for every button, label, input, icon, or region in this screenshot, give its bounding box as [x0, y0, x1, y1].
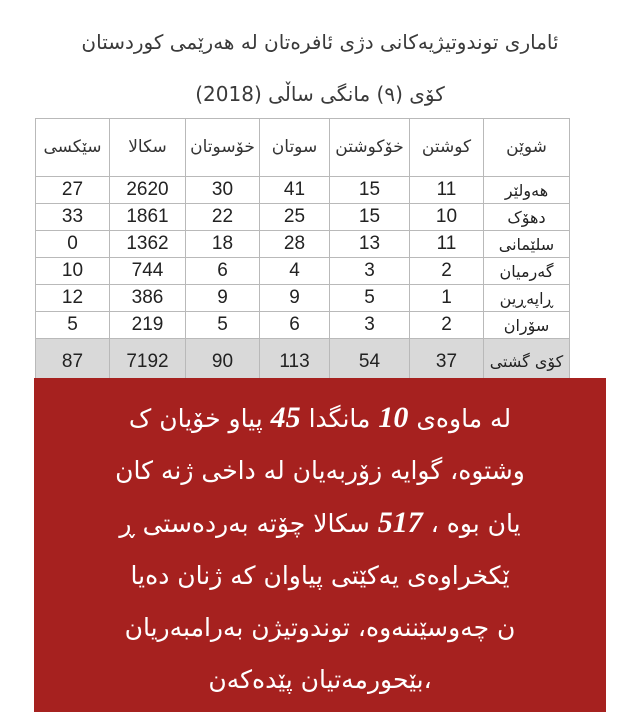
highlight-number-months: 10	[378, 401, 409, 434]
table-cell: 386	[110, 285, 186, 312]
table-cell: 33	[36, 204, 110, 231]
table-cell: 15	[330, 177, 410, 204]
header-killing: کوشتن	[410, 119, 484, 177]
banner-text: لە ماوەی	[416, 404, 512, 433]
table-cell: 28	[260, 231, 330, 258]
region-cell: سلێمانی	[484, 231, 570, 258]
table-cell: 1	[410, 285, 484, 312]
banner-text: مانگدا	[308, 404, 371, 433]
total-cell: 37	[410, 339, 484, 386]
total-label-cell: کۆی گشتی	[484, 339, 570, 386]
total-cell: 7192	[110, 339, 186, 386]
table-cell: 41	[260, 177, 330, 204]
table-cell: 1362	[110, 231, 186, 258]
table-cell: 6	[260, 312, 330, 339]
header-suicide: خۆکوشتن	[330, 119, 410, 177]
region-cell: ڕاپەڕین	[484, 285, 570, 312]
header-sexual: سێکسی	[36, 119, 110, 177]
table-cell: 27	[36, 177, 110, 204]
table-cell: 0	[36, 231, 110, 258]
table-cell: 3	[330, 258, 410, 285]
table-cell: 25	[260, 204, 330, 231]
highlight-number-men: 45	[270, 401, 301, 434]
table-row	[36, 258, 570, 285]
table-cell: 6	[186, 258, 260, 285]
violence-statistics-table	[35, 118, 570, 386]
table-cell: 11	[410, 177, 484, 204]
table-cell: 10	[410, 204, 484, 231]
region-cell: هەولێر	[484, 177, 570, 204]
banner-line-4: ێکخراوەی یەکێتی پیاوان کە ژنان دەیا	[130, 561, 510, 590]
table-cell: 9	[186, 285, 260, 312]
total-cell: 90	[186, 339, 260, 386]
total-cell: 87	[36, 339, 110, 386]
table-cell: 1861	[110, 204, 186, 231]
banner-line-6: ،بێحورمەتیان پێدەکەن	[208, 665, 432, 694]
banner-text: سکالا چۆتە بەردەستی ڕ	[119, 509, 370, 538]
highlight-number-complaints: 517	[377, 506, 423, 539]
table-cell: 2	[410, 312, 484, 339]
region-cell: گەرمیان	[484, 258, 570, 285]
caption-banner	[34, 378, 606, 712]
table-cell: 12	[36, 285, 110, 312]
header-burning: سوتان	[260, 119, 330, 177]
table-header-row	[36, 119, 570, 177]
table-cell: 744	[110, 258, 186, 285]
header-location: شوێن	[484, 119, 570, 177]
table-row	[36, 285, 570, 312]
table-cell: 219	[110, 312, 186, 339]
table-row	[36, 177, 570, 204]
banner-text: یان بوە ،	[430, 509, 521, 538]
table-cell: 3	[330, 312, 410, 339]
table-cell: 5	[186, 312, 260, 339]
banner-line-1	[50, 392, 590, 445]
document-subtitle: کۆی (٩) مانگی ساڵی (2018)	[195, 82, 445, 106]
banner-line-2: وشتوە، گوایە زۆربەیان لە داخی ژنە کان	[115, 456, 525, 485]
document-title: ئاماری توندوتیژیەکانی دژی ئافرەتان لە هەرێمی کوردستان	[81, 30, 559, 54]
table-cell: 2	[410, 258, 484, 285]
header-self-burning: خۆسوتان	[186, 119, 260, 177]
table-cell: 10	[36, 258, 110, 285]
table-cell: 15	[330, 204, 410, 231]
banner-line-5: ن چەوسێننەوە، توندوتیژن بەرامبەریان	[124, 613, 516, 642]
table-row	[36, 231, 570, 258]
total-cell: 54	[330, 339, 410, 386]
table-row	[36, 204, 570, 231]
table-cell: 18	[186, 231, 260, 258]
table-cell: 30	[186, 177, 260, 204]
total-cell: 113	[260, 339, 330, 386]
table-cell: 2620	[110, 177, 186, 204]
table-cell: 13	[330, 231, 410, 258]
header-complaints: سکالا	[110, 119, 186, 177]
table-cell: 11	[410, 231, 484, 258]
banner-line-3	[50, 497, 590, 550]
table-cell: 9	[260, 285, 330, 312]
table-cell: 5	[36, 312, 110, 339]
table-cell: 5	[330, 285, 410, 312]
table-cell: 4	[260, 258, 330, 285]
table-cell: 22	[186, 204, 260, 231]
region-cell: سۆران	[484, 312, 570, 339]
banner-text: پیاو خۆیان ک	[128, 404, 263, 433]
table-row	[36, 312, 570, 339]
region-cell: دهۆک	[484, 204, 570, 231]
